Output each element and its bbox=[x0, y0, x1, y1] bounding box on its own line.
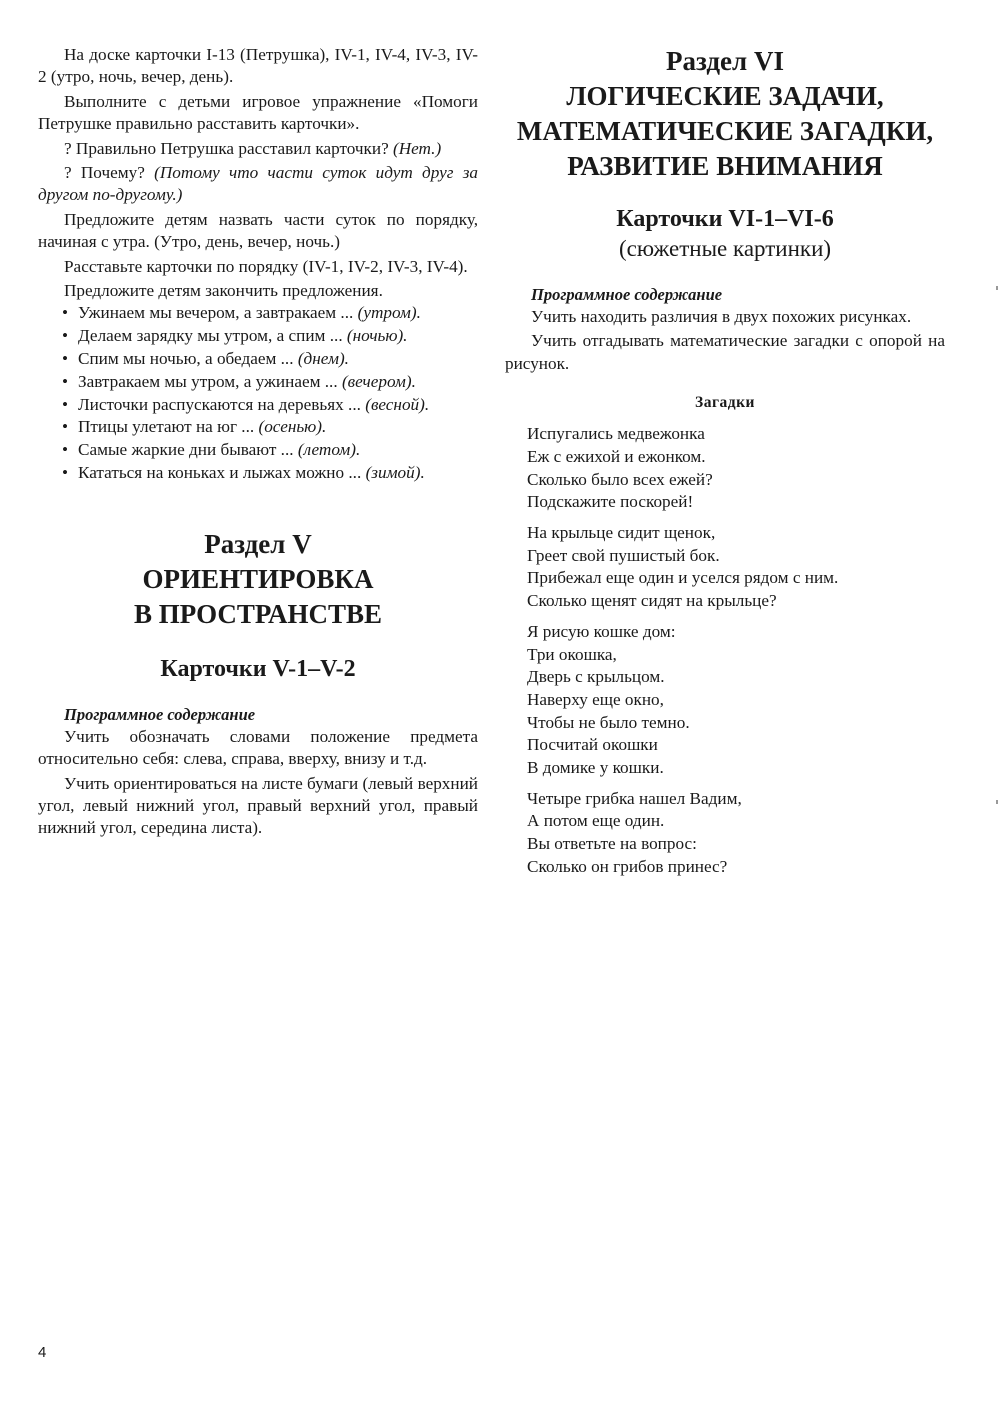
list-item: • Самые жаркие дни бывают ... (летом). bbox=[38, 439, 478, 462]
section-vi-cards: Карточки VI-1–VI-6 bbox=[616, 206, 834, 232]
riddle-line: Три окошка, bbox=[527, 644, 617, 664]
intro-paragraph-5: Предложите детям назвать части суток по порядку, начиная с утра. (Утро, день, вечер, ночь.) bbox=[38, 209, 478, 252]
list-item: • Ужинаем мы вечером, а завтракаем ... (утром). bbox=[38, 302, 478, 325]
riddle-line: Сколько он грибов принес? bbox=[527, 856, 728, 876]
right-column bbox=[505, 44, 945, 879]
answer-italic: (Нет.) bbox=[393, 138, 442, 158]
list-item: • Завтракаем мы утром, а ужинаем ... (вечером). bbox=[38, 371, 478, 394]
section-vi-paragraph-2: Учить отгадывать математические загадки с опорой на рисунок. bbox=[505, 331, 945, 373]
section-v-paragraph-2: Учить ориентироваться на листе бумаги (левый верхний угол, левый нижний угол, правый верхний угол, правый нижний угол, середина листа). bbox=[38, 773, 478, 838]
section-vi-cards-subtitle: (сюжетные картинки) bbox=[618, 236, 832, 261]
riddle-line: Испугались медвежонка bbox=[527, 424, 705, 444]
intro-paragraph-4: ? Почему? (Потому что части суток идут друг за другом по-другому.) bbox=[38, 163, 479, 205]
section-v-label: Раздел V bbox=[204, 528, 312, 559]
riddle-line: В домике у кошки. bbox=[527, 758, 664, 778]
intro-paragraph-1: На доске карточки I-13 (Петрушка), IV-1, IV-4, IV-3, IV-2 (утро, ночь, вечер, день). bbox=[38, 45, 478, 87]
intro-paragraph-3: ? Правильно Петрушка расставил карточки? (Нет.) bbox=[64, 138, 442, 158]
list-item: • Листочки распускаются на деревьях ... (весной). bbox=[38, 394, 478, 417]
riddle-line: На крыльце сидит щенок, bbox=[527, 523, 716, 543]
section-vi-title-line1: ЛОГИЧЕСКИЕ ЗАДАЧИ, bbox=[566, 81, 884, 111]
riddle-line: Наверху еще окно, bbox=[527, 689, 664, 709]
section-v-program-heading: Программное содержание bbox=[64, 704, 256, 724]
riddle-1 bbox=[527, 423, 945, 514]
riddle-line: Еж с ежихой и ежонком. bbox=[527, 446, 706, 466]
section-vi-title-line2: МАТЕМАТИЧЕСКИЕ ЗАГАДКИ, bbox=[516, 116, 934, 146]
intro-paragraph-2: Выполните с детьми игровое упражнение «Помоги Петрушке правильно расставить карточки». bbox=[38, 91, 478, 134]
riddle-line: Посчитай окошки bbox=[527, 735, 658, 755]
section-v-cards: Карточки V-1–V-2 bbox=[160, 655, 356, 682]
riddles-heading: Загадки bbox=[695, 394, 755, 412]
sentence-completion-list bbox=[38, 302, 478, 484]
intro-paragraph-7: Предложите детям закончить предложения. bbox=[64, 281, 383, 301]
riddle-line: Сколько было всех ежей? bbox=[527, 469, 713, 489]
left-column bbox=[38, 44, 478, 840]
riddle-line: Четыре грибка нашел Вадим, bbox=[527, 788, 742, 808]
riddle-line: А потом еще один. bbox=[527, 811, 665, 831]
intro-paragraph-6: Расставьте карточки по порядку (IV-1, IV-2, IV-3, IV-4). bbox=[64, 256, 468, 276]
riddle-line: Чтобы не было темно. bbox=[527, 712, 690, 732]
section-vi-title-line3: РАЗВИТИЕ ВНИМАНИЯ bbox=[567, 151, 883, 181]
riddle-3 bbox=[527, 621, 945, 780]
section-v-title-line1: ОРИЕНТИРОВКА bbox=[142, 563, 374, 594]
list-item: • Спим мы ночью, а обедаем ... (днем). bbox=[38, 348, 478, 371]
riddle-line: Греет свой пушистый бок. bbox=[527, 545, 720, 565]
section-vi-program-heading: Программное содержание bbox=[531, 285, 723, 304]
riddle-line: Подскажите поскорей! bbox=[527, 492, 694, 512]
answer-italic: (Потому что части суток идут друг за другом по-другому.) bbox=[38, 163, 479, 205]
list-item: • Кататься на коньках и лыжах можно ... (зимой). bbox=[38, 462, 478, 485]
section-v-paragraph-1: Учить обозначать словами положение предмета относительно себя: слева, справа, вверху, внизу и т.д. bbox=[38, 726, 478, 769]
riddle-2 bbox=[527, 522, 945, 613]
riddle-line: Я рисую кошке дом: bbox=[527, 621, 676, 641]
list-item: • Делаем зарядку мы утром, а спим ... (ночью). bbox=[38, 325, 478, 348]
riddle-line: Прибежал еще один и уселся рядом с ним. bbox=[527, 568, 839, 588]
scan-edge-mark bbox=[996, 800, 998, 804]
riddle-line: Вы ответьте на вопрос: bbox=[527, 834, 697, 854]
riddle-line: Сколько щенят сидят на крыльце? bbox=[527, 591, 777, 611]
page-number: 4 bbox=[38, 1344, 47, 1361]
scan-edge-mark bbox=[996, 286, 998, 290]
section-v-title-line2: В ПРОСТРАНСТВЕ bbox=[134, 598, 382, 629]
section-vi-label: Раздел VI bbox=[666, 46, 784, 76]
list-item: • Птицы улетают на юг ... (осенью). bbox=[38, 416, 478, 439]
section-vi-paragraph-1: Учить находить различия в двух похожих рисунках. bbox=[531, 307, 912, 326]
riddle-4 bbox=[527, 788, 945, 879]
riddle-line: Дверь с крыльцом. bbox=[527, 667, 665, 687]
